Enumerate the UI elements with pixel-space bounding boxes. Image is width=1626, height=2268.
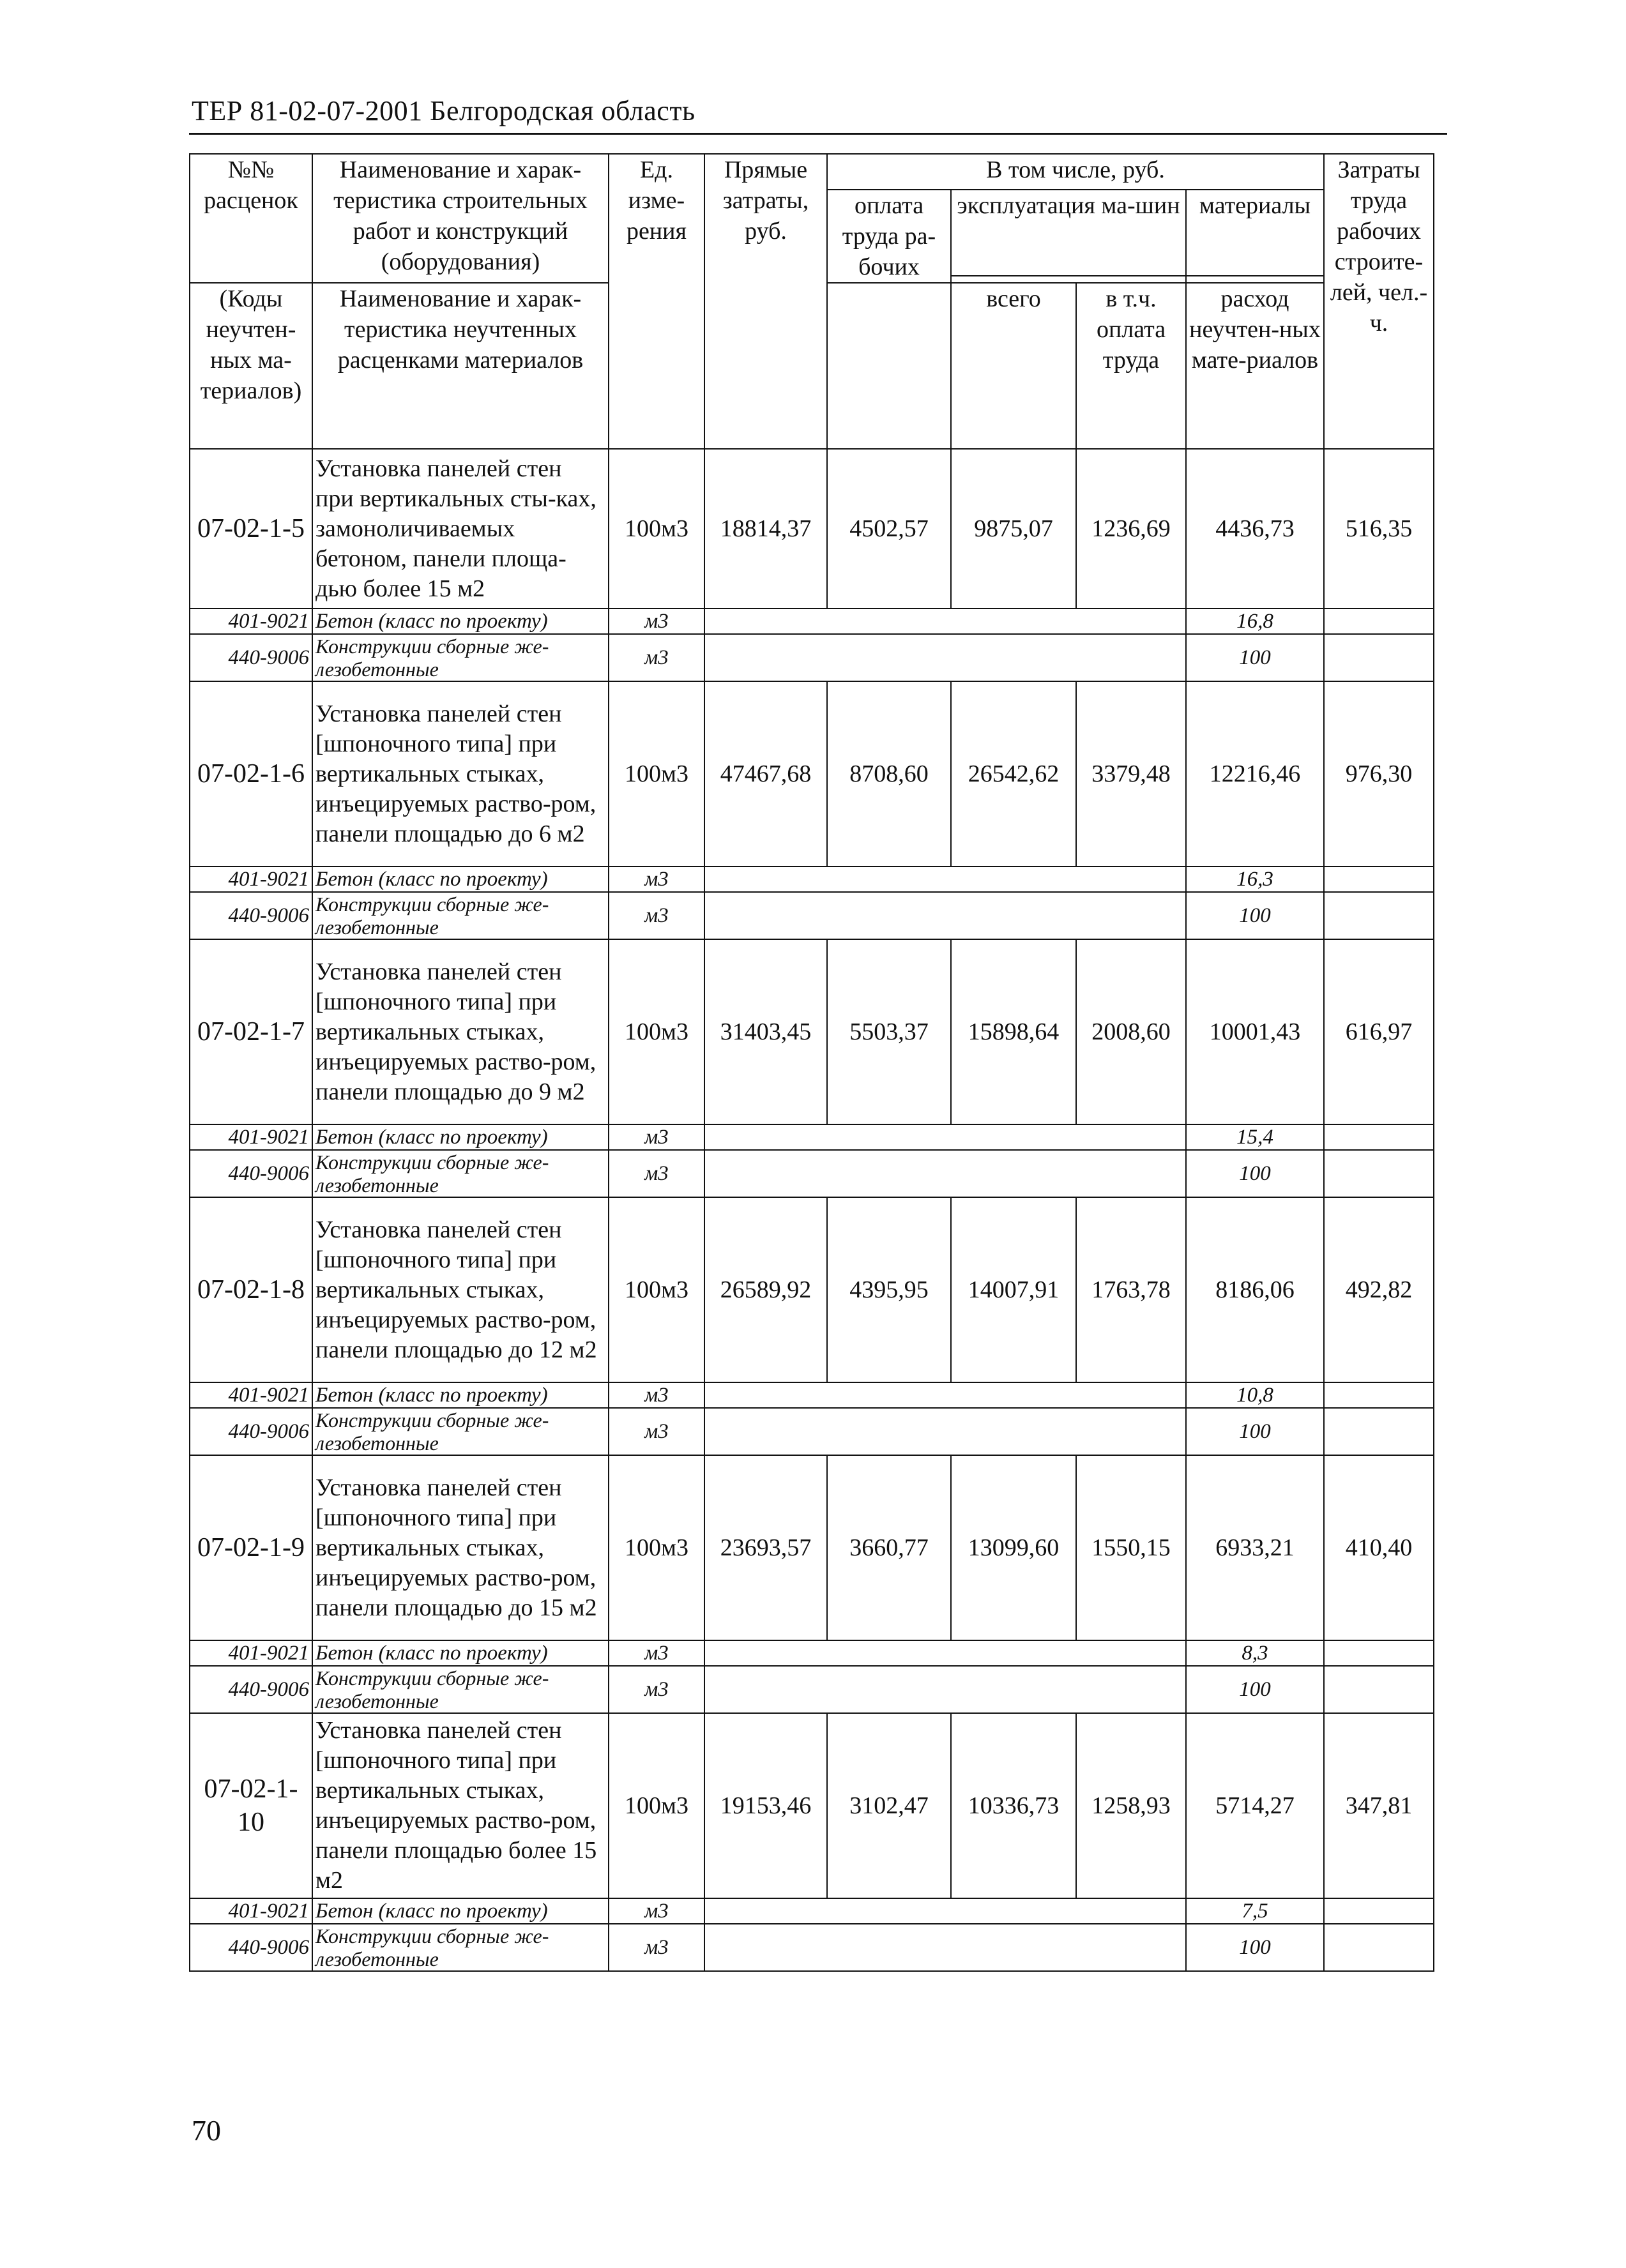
header-unit: Ед. изме-рения	[609, 154, 704, 449]
material-unit: м3	[609, 1666, 704, 1713]
rate-unit: 100м3	[609, 939, 704, 1124]
material-name: Конструкции сборные же-лезобетонные	[312, 1924, 609, 1971]
material-empty-span	[704, 1382, 1186, 1408]
rate-wages: 3102,47	[827, 1713, 951, 1898]
material-row	[190, 1382, 1434, 1408]
material-name: Бетон (класс по проекту)	[312, 1382, 609, 1408]
rate-unit: 100м3	[609, 1197, 704, 1382]
rate-name: Установка панелей стен [шпоночного типа] при вертикальных стыках, инъецируемых раство-ром, панели площадью до 6 м2	[312, 681, 609, 866]
table-row	[190, 939, 1434, 1124]
material-code: 401-9021	[190, 1640, 312, 1666]
material-quantity: 100	[1186, 1924, 1324, 1971]
rate-machines-wages: 2008,60	[1076, 939, 1186, 1124]
rate-materials: 10001,43	[1186, 939, 1324, 1124]
rate-materials: 4436,73	[1186, 449, 1324, 609]
rate-name: Установка панелей стен при вертикальных сты-ках, замоноличиваемых бетоном, панели площа-дью более 15 м2	[312, 449, 609, 609]
material-code: 401-9021	[190, 1124, 312, 1150]
material-row	[190, 1640, 1434, 1666]
material-empty-span	[704, 1150, 1186, 1197]
material-labor-empty	[1324, 1640, 1434, 1666]
rate-wages: 4502,57	[827, 449, 951, 609]
header-materials-extra: расход неучтен-ных мате-риалов	[1186, 283, 1324, 449]
material-unit: м3	[609, 866, 704, 892]
rate-materials: 5714,27	[1186, 1713, 1324, 1898]
material-unit: м3	[609, 1898, 704, 1924]
material-row	[190, 1924, 1434, 1971]
material-unit: м3	[609, 1408, 704, 1455]
rate-name: Установка панелей стен [шпоночного типа] при вертикальных стыках, инъецируемых раство-ром, панели площадью более 15 м2	[312, 1713, 609, 1898]
rate-code: 07-02-1-6	[190, 681, 312, 866]
rate-machines-wages: 3379,48	[1076, 681, 1186, 866]
material-code: 401-9021	[190, 866, 312, 892]
rate-code: 07-02-1-10	[190, 1713, 312, 1898]
rate-wages: 3660,77	[827, 1455, 951, 1640]
rate-machines: 14007,91	[951, 1197, 1076, 1382]
material-labor-empty	[1324, 634, 1434, 681]
rate-wages: 5503,37	[827, 939, 951, 1124]
material-empty-span	[704, 1666, 1186, 1713]
material-code: 401-9021	[190, 609, 312, 634]
material-code: 440-9006	[190, 634, 312, 681]
rate-wages: 4395,95	[827, 1197, 951, 1382]
material-labor-empty	[1324, 1382, 1434, 1408]
header-wages-spacer	[827, 283, 951, 449]
rate-machines-wages: 1236,69	[1076, 449, 1186, 609]
rate-name: Установка панелей стен [шпоночного типа] при вертикальных стыках, инъецируемых раство-ром, панели площадью до 12 м2	[312, 1197, 609, 1382]
header-machines-spacer	[951, 276, 1186, 283]
rate-materials: 12216,46	[1186, 681, 1324, 866]
material-code: 440-9006	[190, 892, 312, 939]
material-labor-empty	[1324, 1666, 1434, 1713]
material-quantity: 100	[1186, 1408, 1324, 1455]
material-quantity: 10,8	[1186, 1382, 1324, 1408]
material-name: Бетон (класс по проекту)	[312, 1640, 609, 1666]
material-empty-span	[704, 1898, 1186, 1924]
rate-direct-costs: 18814,37	[704, 449, 827, 609]
material-code: 440-9006	[190, 1666, 312, 1713]
header-machines: эксплуатация ма-шин	[951, 190, 1186, 276]
material-unit: м3	[609, 1924, 704, 1971]
material-code: 401-9021	[190, 1898, 312, 1924]
material-code: 440-9006	[190, 1408, 312, 1455]
rate-labor: 347,81	[1324, 1713, 1434, 1898]
rate-direct-costs: 23693,57	[704, 1455, 827, 1640]
material-quantity: 8,3	[1186, 1640, 1324, 1666]
rate-code: 07-02-1-7	[190, 939, 312, 1124]
page-header-title: ТЕР 81-02-07-2001 Белгородская область	[192, 95, 695, 126]
rate-machines: 13099,60	[951, 1455, 1076, 1640]
header-group-incl: В том числе, руб.	[827, 154, 1324, 190]
header-material-codes: (Коды неучтен-ных ма-териалов)	[190, 283, 312, 449]
material-name: Бетон (класс по проекту)	[312, 1124, 609, 1150]
material-quantity: 100	[1186, 634, 1324, 681]
material-labor-empty	[1324, 892, 1434, 939]
material-quantity: 7,5	[1186, 1898, 1324, 1924]
rates-table	[189, 153, 1434, 1972]
header-labor: Затраты труда рабочих строите-лей, чел.-ч.	[1324, 154, 1434, 449]
material-unit: м3	[609, 634, 704, 681]
rate-machines: 9875,07	[951, 449, 1076, 609]
header-machines-wages: в т.ч. оплата труда	[1076, 283, 1186, 449]
material-quantity: 100	[1186, 1666, 1324, 1713]
material-name: Конструкции сборные же-лезобетонные	[312, 892, 609, 939]
rate-direct-costs: 31403,45	[704, 939, 827, 1124]
material-code: 440-9006	[190, 1150, 312, 1197]
rate-labor: 516,35	[1324, 449, 1434, 609]
rate-materials: 6933,21	[1186, 1455, 1324, 1640]
material-row	[190, 1898, 1434, 1924]
rate-wages: 8708,60	[827, 681, 951, 866]
rate-machines-wages: 1763,78	[1076, 1197, 1186, 1382]
rate-code: 07-02-1-9	[190, 1455, 312, 1640]
material-name: Бетон (класс по проекту)	[312, 609, 609, 634]
rate-labor: 492,82	[1324, 1197, 1434, 1382]
material-empty-span	[704, 892, 1186, 939]
material-row	[190, 1666, 1434, 1713]
rate-labor: 976,30	[1324, 681, 1434, 866]
material-name: Бетон (класс по проекту)	[312, 1898, 609, 1924]
material-empty-span	[704, 1124, 1186, 1150]
material-unit: м3	[609, 1124, 704, 1150]
page-number: 70	[192, 2114, 221, 2147]
rate-labor: 616,97	[1324, 939, 1434, 1124]
table-row	[190, 1713, 1434, 1898]
material-empty-span	[704, 1924, 1186, 1971]
material-name: Конструкции сборные же-лезобетонные	[312, 1666, 609, 1713]
material-unit: м3	[609, 609, 704, 634]
rate-code: 07-02-1-8	[190, 1197, 312, 1382]
material-quantity: 16,8	[1186, 609, 1324, 634]
rate-unit: 100м3	[609, 1455, 704, 1640]
table-row	[190, 1197, 1434, 1382]
rate-unit: 100м3	[609, 681, 704, 866]
material-code: 401-9021	[190, 1382, 312, 1408]
header-materials: материалы	[1186, 190, 1324, 276]
material-quantity: 100	[1186, 892, 1324, 939]
material-name: Бетон (класс по проекту)	[312, 866, 609, 892]
material-unit: м3	[609, 1640, 704, 1666]
material-empty-span	[704, 609, 1186, 634]
material-empty-span	[704, 634, 1186, 681]
table-row	[190, 449, 1434, 609]
material-row	[190, 634, 1434, 681]
material-name: Конструкции сборные же-лезобетонные	[312, 1150, 609, 1197]
material-row	[190, 1150, 1434, 1197]
material-row	[190, 609, 1434, 634]
rate-direct-costs: 47467,68	[704, 681, 827, 866]
material-row	[190, 1408, 1434, 1455]
material-empty-span	[704, 866, 1186, 892]
material-labor-empty	[1324, 1408, 1434, 1455]
material-labor-empty	[1324, 609, 1434, 634]
rate-machines: 26542,62	[951, 681, 1076, 866]
rate-unit: 100м3	[609, 449, 704, 609]
material-unit: м3	[609, 1150, 704, 1197]
material-row	[190, 866, 1434, 892]
material-labor-empty	[1324, 1150, 1434, 1197]
material-quantity: 15,4	[1186, 1124, 1324, 1150]
material-name: Конструкции сборные же-лезобетонные	[312, 1408, 609, 1455]
header-rule	[189, 133, 1447, 135]
material-row	[190, 1124, 1434, 1150]
material-name: Конструкции сборные же-лезобетонные	[312, 634, 609, 681]
rate-materials: 8186,06	[1186, 1197, 1324, 1382]
material-labor-empty	[1324, 1898, 1434, 1924]
rate-labor: 410,40	[1324, 1455, 1434, 1640]
table-row	[190, 1455, 1434, 1640]
header-machines-total: всего	[951, 283, 1076, 449]
header-materials-spacer	[1186, 276, 1324, 283]
header-rate-number: №№ расценок	[190, 154, 312, 283]
rate-machines: 15898,64	[951, 939, 1076, 1124]
rate-machines: 10336,73	[951, 1713, 1076, 1898]
material-labor-empty	[1324, 866, 1434, 892]
material-empty-span	[704, 1408, 1186, 1455]
rate-name: Установка панелей стен [шпоночного типа] при вертикальных стыках, инъецируемых раство-ром, панели площадью до 9 м2	[312, 939, 609, 1124]
material-unit: м3	[609, 1382, 704, 1408]
material-labor-empty	[1324, 1124, 1434, 1150]
header-work-name: Наименование и харак-теристика строительных работ и конструкций (оборудования)	[312, 154, 609, 283]
rate-machines-wages: 1258,93	[1076, 1713, 1186, 1898]
header-wages: оплата труда ра-бочих	[827, 190, 951, 283]
rate-machines-wages: 1550,15	[1076, 1455, 1186, 1640]
material-quantity: 16,3	[1186, 866, 1324, 892]
material-unit: м3	[609, 892, 704, 939]
material-quantity: 100	[1186, 1150, 1324, 1197]
rate-direct-costs: 19153,46	[704, 1713, 827, 1898]
material-empty-span	[704, 1640, 1186, 1666]
table-row	[190, 681, 1434, 866]
material-labor-empty	[1324, 1924, 1434, 1971]
rate-unit: 100м3	[609, 1713, 704, 1898]
rate-direct-costs: 26589,92	[704, 1197, 827, 1382]
material-code: 440-9006	[190, 1924, 312, 1971]
header-material-names: Наименование и харак-теристика неучтенных расценками материалов	[312, 283, 609, 449]
material-row	[190, 892, 1434, 939]
header-direct-costs: Прямые затраты, руб.	[704, 154, 827, 449]
rate-name: Установка панелей стен [шпоночного типа] при вертикальных стыках, инъецируемых раство-ром, панели площадью до 15 м2	[312, 1455, 609, 1640]
rate-code: 07-02-1-5	[190, 449, 312, 609]
